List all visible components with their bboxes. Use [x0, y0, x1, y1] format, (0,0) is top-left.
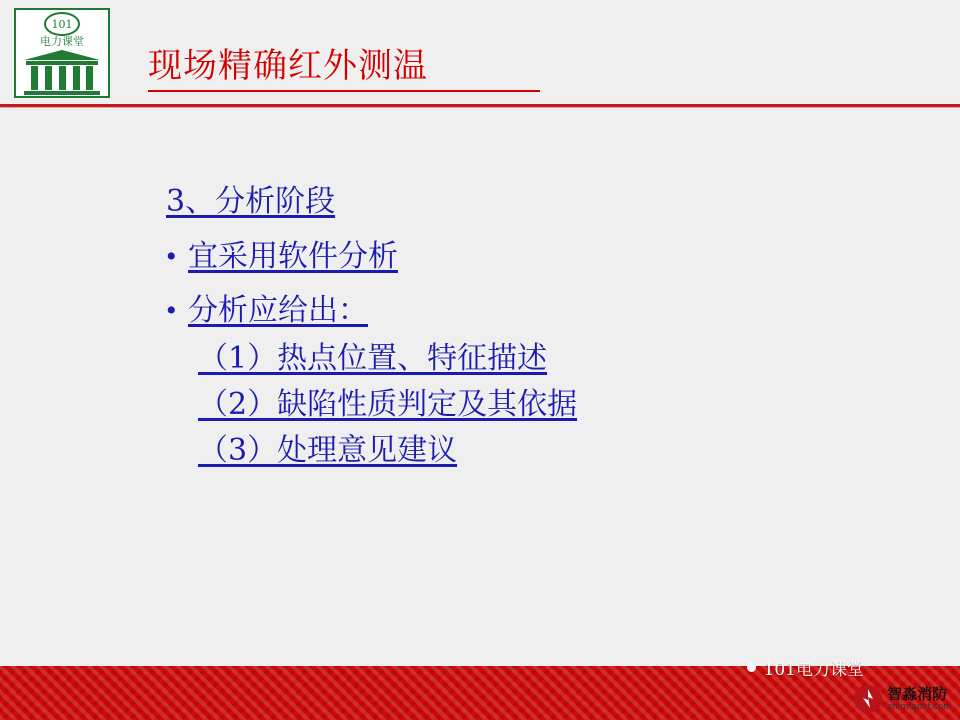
svg-text:电力课堂: 电力课堂 [40, 35, 84, 48]
brand-name: 智淼消防 [887, 684, 948, 703]
list-item-label: 宜采用软件分析 [188, 239, 398, 274]
section-heading: 3、分析阶段 [166, 184, 336, 219]
slide-body [166, 176, 886, 486]
wechat-account [747, 655, 864, 680]
sub-list-item: （1）热点位置、特征描述 [198, 341, 548, 376]
svg-text:101: 101 [51, 18, 73, 31]
title-underline [148, 90, 540, 92]
wechat-account-label: 101电力课堂 [763, 660, 864, 680]
brand-url: zhimiaoxf.com [887, 701, 952, 712]
page-title: 现场精确红外测温 [148, 46, 428, 86]
bullet-dot-icon [747, 663, 756, 672]
sub-list [188, 336, 577, 474]
list-item [166, 290, 886, 474]
brand-text [887, 684, 952, 712]
sub-list-item: （3）处理意见建议 [198, 433, 458, 468]
brand-logo-icon [853, 684, 883, 714]
bullet-marker-icon: • [166, 294, 177, 327]
course-logo-icon [14, 8, 110, 98]
sub-list-item: （2）缺陷性质判定及其依据 [198, 387, 578, 422]
brand-watermark [853, 684, 952, 714]
slide-header [0, 0, 960, 108]
bullet-marker-icon: • [166, 240, 177, 273]
list-item-group [188, 290, 577, 474]
list-item-label: 分析应给出： [188, 293, 368, 328]
header-divider-soft [0, 107, 960, 108]
list-item [166, 236, 886, 278]
